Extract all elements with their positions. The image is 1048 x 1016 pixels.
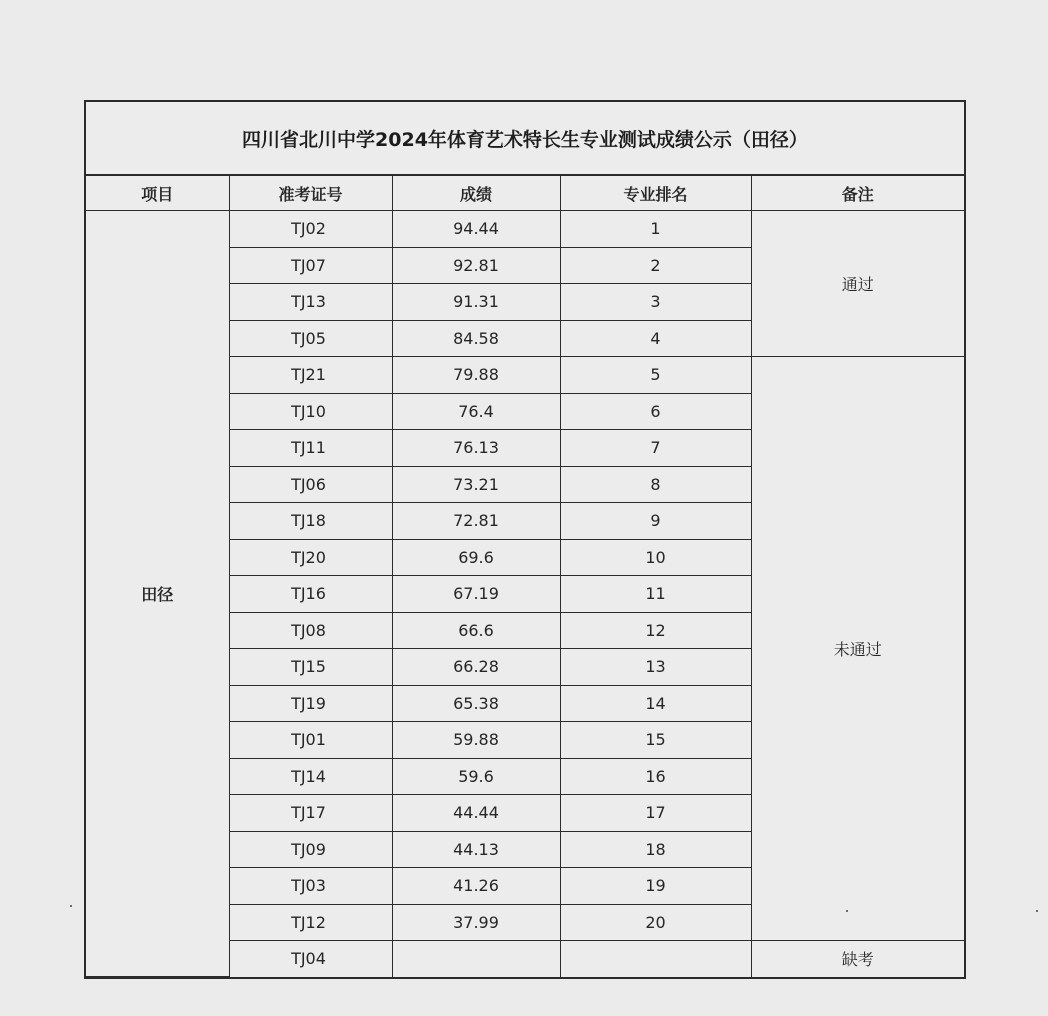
exam-id-cell: TJ19 <box>229 685 392 722</box>
score-cell: 44.13 <box>392 831 560 868</box>
score-cell: 69.6 <box>392 539 560 576</box>
score-cell <box>392 941 560 977</box>
score-cell: 65.38 <box>392 685 560 722</box>
header-exam-id: 准考证号 <box>229 176 392 211</box>
scan-speck <box>846 910 848 912</box>
rank-cell: 14 <box>560 685 751 722</box>
exam-id-cell: TJ11 <box>229 430 392 467</box>
score-cell: 94.44 <box>392 211 560 248</box>
exam-id-cell: TJ18 <box>229 503 392 540</box>
score-cell: 66.6 <box>392 612 560 649</box>
score-cell: 84.58 <box>392 320 560 357</box>
rank-cell: 11 <box>560 576 751 613</box>
exam-id-cell: TJ04 <box>229 941 392 977</box>
exam-id-cell: TJ09 <box>229 831 392 868</box>
rank-cell: 20 <box>560 904 751 941</box>
results-sheet <box>84 100 966 979</box>
exam-id-cell: TJ10 <box>229 393 392 430</box>
exam-id-cell: TJ05 <box>229 320 392 357</box>
note-pass-cell: 通过 <box>751 211 964 357</box>
header-item: 项目 <box>86 176 229 211</box>
note-fail-cell: 未通过 <box>751 357 964 941</box>
score-cell: 76.4 <box>392 393 560 430</box>
score-cell: 72.81 <box>392 503 560 540</box>
score-cell: 66.28 <box>392 649 560 686</box>
rank-cell: 1 <box>560 211 751 248</box>
header-note: 备注 <box>751 176 964 211</box>
scan-speck <box>70 905 72 907</box>
rank-cell: 2 <box>560 247 751 284</box>
score-cell: 59.6 <box>392 758 560 795</box>
table-row <box>86 211 964 248</box>
rank-cell: 17 <box>560 795 751 832</box>
score-cell: 91.31 <box>392 284 560 321</box>
header-row <box>86 176 964 211</box>
exam-id-cell: TJ13 <box>229 284 392 321</box>
score-cell: 76.13 <box>392 430 560 467</box>
rank-cell: 3 <box>560 284 751 321</box>
exam-id-cell: TJ20 <box>229 539 392 576</box>
rank-cell: 7 <box>560 430 751 467</box>
score-cell: 67.19 <box>392 576 560 613</box>
exam-id-cell: TJ03 <box>229 868 392 905</box>
score-cell: 73.21 <box>392 466 560 503</box>
exam-id-cell: TJ12 <box>229 904 392 941</box>
results-table <box>86 176 964 977</box>
score-cell: 59.88 <box>392 722 560 759</box>
score-cell: 92.81 <box>392 247 560 284</box>
rank-cell: 15 <box>560 722 751 759</box>
rank-cell: 9 <box>560 503 751 540</box>
exam-id-cell: TJ07 <box>229 247 392 284</box>
exam-id-cell: TJ17 <box>229 795 392 832</box>
exam-id-cell: TJ01 <box>229 722 392 759</box>
rank-cell: 4 <box>560 320 751 357</box>
rank-cell: 18 <box>560 831 751 868</box>
header-score: 成绩 <box>392 176 560 211</box>
rank-cell: 13 <box>560 649 751 686</box>
item-cell: 田径 <box>86 211 229 977</box>
rank-cell: 12 <box>560 612 751 649</box>
score-cell: 37.99 <box>392 904 560 941</box>
exam-id-cell: TJ16 <box>229 576 392 613</box>
exam-id-cell: TJ15 <box>229 649 392 686</box>
note-absent-cell: 缺考 <box>751 941 964 977</box>
document-title: 四川省北川中学2024年体育艺术特长生专业测试成绩公示（田径） <box>86 102 964 176</box>
score-cell: 79.88 <box>392 357 560 394</box>
rank-cell <box>560 941 751 977</box>
score-cell: 44.44 <box>392 795 560 832</box>
rank-cell: 16 <box>560 758 751 795</box>
scan-speck <box>1036 910 1038 912</box>
header-rank: 专业排名 <box>560 176 751 211</box>
rank-cell: 6 <box>560 393 751 430</box>
exam-id-cell: TJ02 <box>229 211 392 248</box>
exam-id-cell: TJ14 <box>229 758 392 795</box>
rank-cell: 10 <box>560 539 751 576</box>
score-cell: 41.26 <box>392 868 560 905</box>
rank-cell: 19 <box>560 868 751 905</box>
exam-id-cell: TJ08 <box>229 612 392 649</box>
exam-id-cell: TJ21 <box>229 357 392 394</box>
rank-cell: 5 <box>560 357 751 394</box>
rank-cell: 8 <box>560 466 751 503</box>
exam-id-cell: TJ06 <box>229 466 392 503</box>
